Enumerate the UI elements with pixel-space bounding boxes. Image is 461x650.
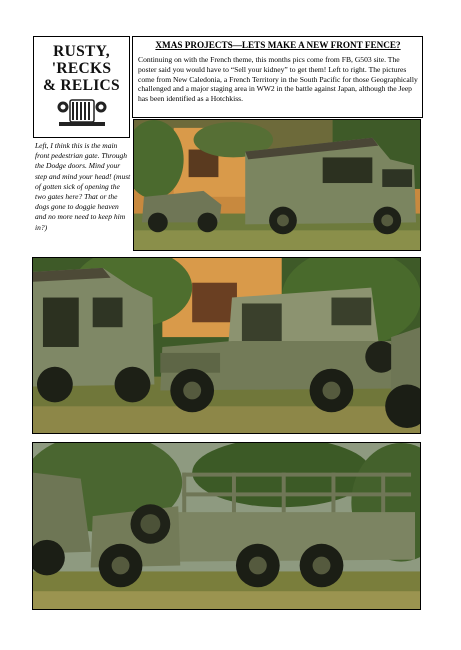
side-caption: Left, I think this is the main front pedestrian gate. Through the Dodge doors. Mind your step and mind your head! (must of gotten sick of opening the two gates here? That or the dogs gone to doggie heaven and no more need to keep him in?) [35,141,131,232]
jeep-grille-icon [56,98,108,128]
photo-six-wheel-truck [32,442,421,610]
rusty-recks-relics-logo [33,36,130,138]
article-box [132,36,423,118]
article-headline: XMAS PROJECTS—LETS MAKE A NEW FRONT FENCE? [155,40,401,50]
logo-line-1: RUSTY, [53,43,110,60]
logo-line-2: 'RECKS [51,60,112,77]
photo-hotchkiss-jeep [32,257,421,434]
article-body: Continuing on with the French theme, this months pics come from FB, G503 site. The poster said you would have to “Sell your kidney” to get them! Left to right. The pictures come from New Caledonia, a French Territory in the South Pacific for those Geographically challenged and a major staging area in WW2 in the battle against Japan, although the Jeep has been identified as a Hotchkiss. [138,55,418,104]
logo-line-3: & RELICS [43,77,120,94]
photo-dodge-truck-house [133,119,421,251]
